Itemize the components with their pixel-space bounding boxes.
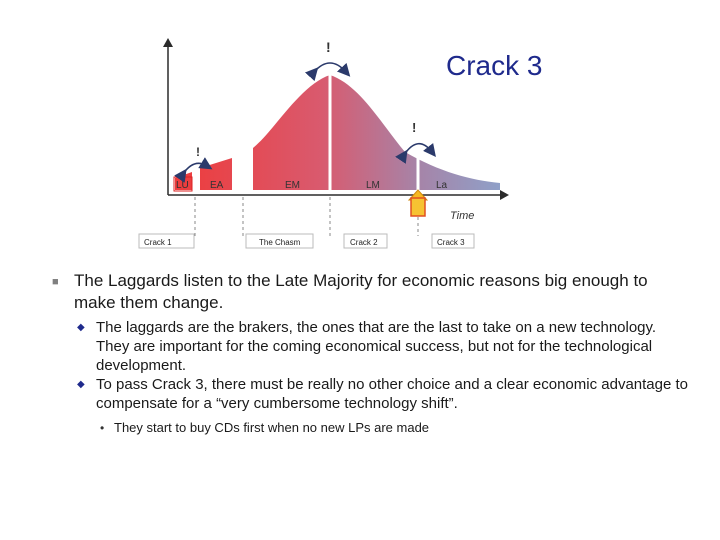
bullet-list [52, 270, 692, 437]
adoption-curve-diagram [0, 0, 720, 260]
crack-label-chasm: The Chasm [259, 238, 301, 247]
segment-label-ea: EA [210, 180, 224, 191]
crack-label-3: Crack 3 [437, 238, 465, 247]
bullet-sub-2-text: To pass Crack 3, there must be really no other choice and a clear economic advantage to compensate for a “very cumbersome technology shift”. [96, 376, 688, 412]
y-axis-arrowhead [163, 38, 173, 47]
square-bullet-icon: ■ [52, 276, 59, 288]
bullet-sub-1-text: The laggards are the brakers, the ones that are the last to take on a new technology. They are important for the coming economical success, but not for the technological development. [96, 319, 657, 374]
bullet-subsub [52, 419, 692, 437]
crack-label-boxes [139, 234, 474, 248]
dot-bullet-icon: • [100, 421, 105, 435]
adoption-bell-curve [175, 75, 500, 190]
bullet-sub-2 [52, 375, 692, 413]
bullet-main [52, 270, 692, 314]
segment-label-la: La [436, 180, 448, 191]
slide-title: Crack 3 [446, 50, 543, 81]
x-axis-arrowhead [500, 190, 509, 200]
crack-3-pointer-base [411, 198, 425, 216]
diamond-bullet-icon: ◆ [77, 379, 85, 390]
bullet-subsub-text: They start to buy CDs first when no new LPs are made [114, 420, 430, 435]
bullet-sub-1 [52, 318, 692, 375]
segment-label-lu: LU [176, 180, 189, 191]
diamond-bullet-icon: ◆ [77, 322, 85, 333]
exclamation-3: ! [412, 120, 417, 135]
exclamation-1: ! [196, 145, 200, 159]
exclamation-2: ! [326, 39, 331, 55]
segment-label-em: EM [285, 180, 300, 191]
time-axis-label: Time [450, 210, 475, 222]
crack-label-2: Crack 2 [350, 238, 378, 247]
bullet-main-text: The Laggards listen to the Late Majority for economic reasons big enough to make them change. [74, 271, 648, 312]
segment-label-lm: LM [366, 180, 380, 191]
crack-label-1: Crack 1 [144, 238, 172, 247]
